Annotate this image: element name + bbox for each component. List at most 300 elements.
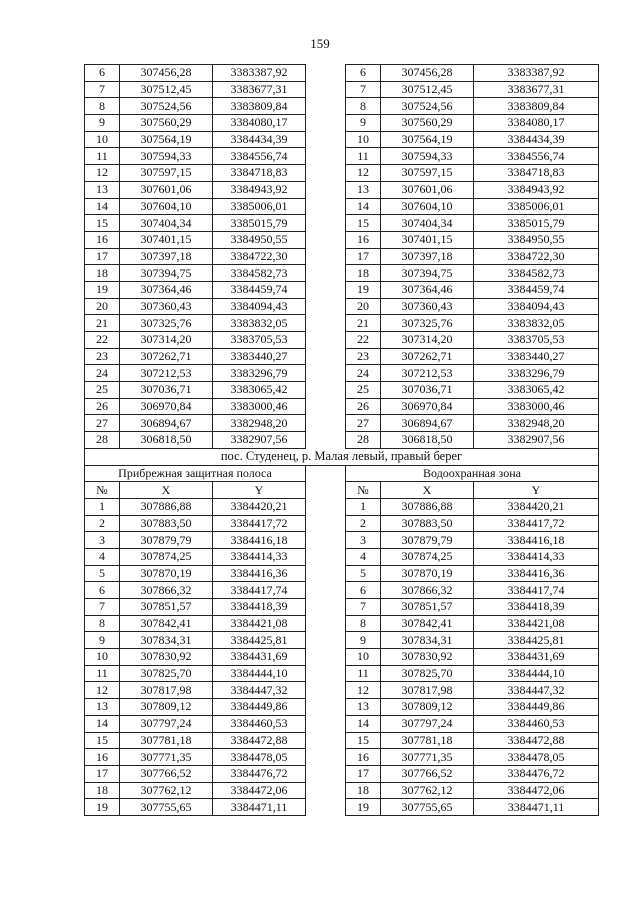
left-cell-x: 307601,06 (120, 181, 213, 198)
right-cell-number: 18 (346, 265, 381, 282)
left-cell-number: 2 (85, 515, 120, 532)
right-cell-number: 12 (346, 682, 381, 699)
left-cell-x: 307212,53 (120, 365, 213, 382)
left-cell-x: 307314,20 (120, 332, 213, 349)
section-title: пос. Студенец, р. Малая левый, правый берег (85, 448, 599, 465)
left-cell-x: 307825,70 (120, 665, 213, 682)
table-row (85, 148, 599, 165)
right-cell-y: 3382948,20 (474, 415, 599, 432)
right-cell-y: 3384472,06 (474, 782, 599, 799)
right-cell-y: 3383000,46 (474, 398, 599, 415)
left-cell-number: 12 (85, 682, 120, 699)
right-cell-x: 307594,33 (381, 148, 474, 165)
right-cell-number: 1 (346, 498, 381, 515)
section-header-block (85, 448, 599, 498)
right-cell-x: 307781,18 (381, 732, 474, 749)
left-cell-x: 307524,56 (120, 98, 213, 115)
table-row (85, 749, 599, 766)
right-cell-y: 3384449,86 (474, 699, 599, 716)
left-cell-y: 3383296,79 (213, 365, 306, 382)
right-cell-y: 3384943,92 (474, 181, 599, 198)
left-cell-x: 306818,50 (120, 432, 213, 449)
right-cell-number: 9 (346, 632, 381, 649)
left-cell-y: 3384556,74 (213, 148, 306, 165)
right-cell-x: 307212,53 (381, 365, 474, 382)
table-row (85, 699, 599, 716)
right-cell-y: 3384459,74 (474, 281, 599, 298)
left-cell-x: 307766,52 (120, 765, 213, 782)
table-row (85, 332, 599, 349)
left-cell-y: 3384431,69 (213, 649, 306, 666)
right-cell-x: 307597,15 (381, 165, 474, 182)
table-row (85, 281, 599, 298)
table-row (85, 548, 599, 565)
table-row (85, 81, 599, 98)
right-cell-x: 307397,18 (381, 248, 474, 265)
right-cell-y: 3384478,05 (474, 749, 599, 766)
left-cell-y: 3382907,56 (213, 432, 306, 449)
right-cell-number: 15 (346, 732, 381, 749)
right-cell-x: 307601,06 (381, 181, 474, 198)
table-row (85, 115, 599, 132)
left-cell-x: 307404,34 (120, 215, 213, 232)
left-cell-number: 10 (85, 131, 120, 148)
left-cell-y: 3384476,72 (213, 765, 306, 782)
left-cell-number: 6 (85, 582, 120, 599)
right-cell-x: 307809,12 (381, 699, 474, 716)
table-row (85, 632, 599, 649)
table-row (85, 248, 599, 265)
left-cell-number: 28 (85, 432, 120, 449)
table-row (85, 782, 599, 799)
right-cell-number: 2 (346, 515, 381, 532)
left-cell-number: 15 (85, 732, 120, 749)
left-cell-y: 3382948,20 (213, 415, 306, 432)
right-cell-number: 21 (346, 315, 381, 332)
table-row (85, 98, 599, 115)
right-cell-y: 3384447,32 (474, 682, 599, 699)
right-cell-number: 18 (346, 782, 381, 799)
left-cell-number: 6 (85, 65, 120, 82)
left-cell-y: 3384444,10 (213, 665, 306, 682)
right-cell-number: 16 (346, 231, 381, 248)
right-cell-number: 25 (346, 382, 381, 399)
left-cell-x: 307597,15 (120, 165, 213, 182)
left-cell-y: 3383832,05 (213, 315, 306, 332)
right-cell-y: 3383832,05 (474, 315, 599, 332)
right-cell-x: 307524,56 (381, 98, 474, 115)
table-row (85, 215, 599, 232)
right-cell-number: 14 (346, 198, 381, 215)
right-cell-x: 307512,45 (381, 81, 474, 98)
left-cell-y: 3384434,39 (213, 131, 306, 148)
left-cell-y: 3384420,21 (213, 498, 306, 515)
left-cell-number: 18 (85, 782, 120, 799)
right-cell-number: 12 (346, 165, 381, 182)
right-cell-number: 9 (346, 115, 381, 132)
table-row (85, 498, 599, 515)
right-cell-y: 3384418,39 (474, 599, 599, 616)
left-cell-y: 3384460,53 (213, 715, 306, 732)
left-cell-number: 15 (85, 215, 120, 232)
left-cell-x: 307817,98 (120, 682, 213, 699)
right-cell-y: 3384420,21 (474, 498, 599, 515)
right-cell-number: 28 (346, 432, 381, 449)
left-cell-y: 3384447,32 (213, 682, 306, 699)
left-cell-y: 3384080,17 (213, 115, 306, 132)
left-cell-x: 307870,19 (120, 565, 213, 582)
right-cell-x: 307394,75 (381, 265, 474, 282)
left-cell-number: 8 (85, 98, 120, 115)
right-cell-x: 307364,46 (381, 281, 474, 298)
left-cell-y: 3384414,33 (213, 548, 306, 565)
right-cell-number: 10 (346, 131, 381, 148)
right-cell-x: 307560,29 (381, 115, 474, 132)
right-cell-y: 3384417,74 (474, 582, 599, 599)
left-cell-x: 307755,65 (120, 799, 213, 816)
left-cell-x: 307604,10 (120, 198, 213, 215)
right-header-x: X (381, 482, 474, 499)
right-cell-y: 3384556,74 (474, 148, 599, 165)
right-cell-y: 3383387,92 (474, 65, 599, 82)
table-row (85, 165, 599, 182)
left-cell-y: 3384417,74 (213, 582, 306, 599)
right-cell-x: 307360,43 (381, 298, 474, 315)
right-cell-number: 22 (346, 332, 381, 349)
table-row (85, 315, 599, 332)
left-cell-y: 3384094,43 (213, 298, 306, 315)
left-cell-y: 3384943,92 (213, 181, 306, 198)
table-row (85, 365, 599, 382)
right-cell-number: 11 (346, 148, 381, 165)
right-cell-y: 3384417,72 (474, 515, 599, 532)
right-cell-number: 4 (346, 548, 381, 565)
table-row (85, 265, 599, 282)
left-cell-number: 7 (85, 81, 120, 98)
left-cell-number: 22 (85, 332, 120, 349)
left-cell-number: 24 (85, 365, 120, 382)
right-cell-x: 307879,79 (381, 532, 474, 549)
left-cell-y: 3384417,72 (213, 515, 306, 532)
left-cell-x: 307834,31 (120, 632, 213, 649)
right-cell-y: 3384425,81 (474, 632, 599, 649)
right-cell-y: 3383809,84 (474, 98, 599, 115)
right-cell-number: 8 (346, 615, 381, 632)
right-cell-number: 11 (346, 665, 381, 682)
left-cell-x: 307262,71 (120, 348, 213, 365)
left-cell-number: 8 (85, 615, 120, 632)
left-cell-number: 14 (85, 715, 120, 732)
left-cell-number: 20 (85, 298, 120, 315)
right-cell-y: 3383440,27 (474, 348, 599, 365)
page-number: 159 (310, 36, 330, 51)
right-cell-y: 3383705,53 (474, 332, 599, 349)
right-cell-x: 306894,67 (381, 415, 474, 432)
left-cell-x: 307809,12 (120, 699, 213, 716)
left-cell-number: 23 (85, 348, 120, 365)
right-cell-number: 17 (346, 765, 381, 782)
left-cell-number: 3 (85, 532, 120, 549)
right-cell-y: 3384431,69 (474, 649, 599, 666)
left-cell-number: 5 (85, 565, 120, 582)
right-cell-y: 3384080,17 (474, 115, 599, 132)
table-row (85, 415, 599, 432)
right-subtitle: Водоохранная зона (346, 465, 599, 482)
right-cell-number: 20 (346, 298, 381, 315)
table-row (85, 515, 599, 532)
left-cell-x: 307771,35 (120, 749, 213, 766)
right-cell-number: 26 (346, 398, 381, 415)
right-cell-number: 13 (346, 181, 381, 198)
right-cell-y: 3384476,72 (474, 765, 599, 782)
left-cell-x: 307874,25 (120, 548, 213, 565)
left-cell-number: 1 (85, 498, 120, 515)
table-row (85, 599, 599, 616)
right-cell-x: 307755,65 (381, 799, 474, 816)
right-cell-x: 307604,10 (381, 198, 474, 215)
left-cell-x: 307325,76 (120, 315, 213, 332)
right-cell-number: 19 (346, 799, 381, 816)
left-cell-y: 3384472,06 (213, 782, 306, 799)
left-cell-x: 307842,41 (120, 615, 213, 632)
left-cell-number: 9 (85, 632, 120, 649)
right-cell-y: 3384434,39 (474, 131, 599, 148)
left-cell-x: 307394,75 (120, 265, 213, 282)
left-cell-y: 3385006,01 (213, 198, 306, 215)
left-cell-x: 307401,15 (120, 231, 213, 248)
right-cell-number: 16 (346, 749, 381, 766)
table-row (85, 131, 599, 148)
left-cell-y: 3384425,81 (213, 632, 306, 649)
left-cell-y: 3383000,46 (213, 398, 306, 415)
right-cell-x: 307771,35 (381, 749, 474, 766)
right-cell-y: 3383296,79 (474, 365, 599, 382)
right-cell-number: 10 (346, 649, 381, 666)
left-cell-y: 3384718,83 (213, 165, 306, 182)
left-header-number: № (85, 482, 120, 499)
left-cell-y: 3384459,74 (213, 281, 306, 298)
left-cell-y: 3383065,42 (213, 382, 306, 399)
right-cell-x: 307036,71 (381, 382, 474, 399)
left-cell-x: 307762,12 (120, 782, 213, 799)
right-cell-number: 6 (346, 65, 381, 82)
right-cell-y: 3385006,01 (474, 198, 599, 215)
left-cell-y: 3384449,86 (213, 699, 306, 716)
left-cell-x: 307851,57 (120, 599, 213, 616)
left-cell-x: 307364,46 (120, 281, 213, 298)
left-cell-y: 3384472,88 (213, 732, 306, 749)
left-cell-x: 307594,33 (120, 148, 213, 165)
right-cell-y: 3384471,11 (474, 799, 599, 816)
table-row (85, 298, 599, 315)
table-row (85, 432, 599, 449)
right-cell-x: 307262,71 (381, 348, 474, 365)
right-cell-x: 307825,70 (381, 665, 474, 682)
table-row (85, 615, 599, 632)
right-cell-x: 307866,32 (381, 582, 474, 599)
right-cell-x: 307314,20 (381, 332, 474, 349)
right-cell-y: 3384950,55 (474, 231, 599, 248)
left-cell-y: 3384478,05 (213, 749, 306, 766)
left-cell-number: 7 (85, 599, 120, 616)
right-cell-number: 8 (346, 98, 381, 115)
right-cell-y: 3384421,08 (474, 615, 599, 632)
table-row (85, 231, 599, 248)
left-cell-number: 19 (85, 799, 120, 816)
right-cell-x: 307797,24 (381, 715, 474, 732)
left-cell-y: 3384582,73 (213, 265, 306, 282)
right-cell-number: 27 (346, 415, 381, 432)
right-header-number: № (346, 482, 381, 499)
right-cell-x: 307404,34 (381, 215, 474, 232)
left-cell-y: 3384950,55 (213, 231, 306, 248)
table-row (85, 181, 599, 198)
left-cell-y: 3384418,39 (213, 599, 306, 616)
right-cell-number: 23 (346, 348, 381, 365)
left-cell-x: 307879,79 (120, 532, 213, 549)
left-cell-number: 17 (85, 248, 120, 265)
left-cell-number: 14 (85, 198, 120, 215)
right-cell-x: 307325,76 (381, 315, 474, 332)
right-cell-x: 307886,88 (381, 498, 474, 515)
left-cell-number: 18 (85, 265, 120, 282)
table-row (85, 398, 599, 415)
left-cell-number: 16 (85, 749, 120, 766)
right-cell-x: 307830,92 (381, 649, 474, 666)
left-header-x: X (120, 482, 213, 499)
table-row (85, 682, 599, 699)
right-cell-x: 307766,52 (381, 765, 474, 782)
right-header-y: Y (474, 482, 599, 499)
right-cell-number: 7 (346, 599, 381, 616)
right-cell-number: 6 (346, 582, 381, 599)
table-row (85, 198, 599, 215)
left-cell-y: 3383440,27 (213, 348, 306, 365)
table-row (85, 382, 599, 399)
left-cell-y: 3384471,11 (213, 799, 306, 816)
table-row (85, 715, 599, 732)
right-cell-number: 3 (346, 532, 381, 549)
left-cell-x: 307564,19 (120, 131, 213, 148)
right-cell-number: 19 (346, 281, 381, 298)
right-cell-number: 15 (346, 215, 381, 232)
left-cell-number: 25 (85, 382, 120, 399)
left-cell-y: 3383387,92 (213, 65, 306, 82)
right-cell-y: 3383065,42 (474, 382, 599, 399)
left-header-y: Y (213, 482, 306, 499)
right-cell-y: 3384094,43 (474, 298, 599, 315)
coordinates-block-2 (85, 498, 599, 815)
left-cell-x: 307886,88 (120, 498, 213, 515)
right-cell-x: 307456,28 (381, 65, 474, 82)
right-cell-x: 306818,50 (381, 432, 474, 449)
right-cell-y: 3384414,33 (474, 548, 599, 565)
left-cell-number: 16 (85, 231, 120, 248)
right-cell-y: 3384444,10 (474, 665, 599, 682)
table-row (85, 65, 599, 82)
right-cell-x: 307401,15 (381, 231, 474, 248)
table-row (85, 765, 599, 782)
left-cell-number: 26 (85, 398, 120, 415)
right-cell-x: 307851,57 (381, 599, 474, 616)
right-cell-number: 5 (346, 565, 381, 582)
left-cell-x: 307512,45 (120, 81, 213, 98)
left-cell-x: 306894,67 (120, 415, 213, 432)
right-cell-number: 13 (346, 699, 381, 716)
right-cell-y: 3384460,53 (474, 715, 599, 732)
left-cell-x: 307781,18 (120, 732, 213, 749)
left-cell-number: 10 (85, 649, 120, 666)
left-cell-x: 307360,43 (120, 298, 213, 315)
right-cell-number: 7 (346, 81, 381, 98)
left-cell-y: 3383809,84 (213, 98, 306, 115)
left-cell-y: 3384722,30 (213, 248, 306, 265)
right-cell-y: 3384416,18 (474, 532, 599, 549)
right-cell-y: 3384472,88 (474, 732, 599, 749)
left-cell-y: 3384416,36 (213, 565, 306, 582)
table-row (85, 665, 599, 682)
table-row (85, 565, 599, 582)
left-subtitle: Прибрежная защитная полоса (85, 465, 306, 482)
left-cell-x: 307866,32 (120, 582, 213, 599)
table-row (85, 649, 599, 666)
right-cell-x: 307874,25 (381, 548, 474, 565)
left-cell-number: 12 (85, 165, 120, 182)
table-row (85, 532, 599, 549)
left-cell-x: 307397,18 (120, 248, 213, 265)
left-cell-y: 3385015,79 (213, 215, 306, 232)
right-cell-y: 3385015,79 (474, 215, 599, 232)
left-cell-y: 3383677,31 (213, 81, 306, 98)
right-cell-y: 3384582,73 (474, 265, 599, 282)
left-cell-x: 306970,84 (120, 398, 213, 415)
right-cell-x: 306970,84 (381, 398, 474, 415)
left-cell-number: 9 (85, 115, 120, 132)
left-cell-x: 307036,71 (120, 382, 213, 399)
left-cell-number: 19 (85, 281, 120, 298)
left-cell-number: 4 (85, 548, 120, 565)
right-cell-number: 17 (346, 248, 381, 265)
left-cell-number: 11 (85, 148, 120, 165)
right-cell-y: 3384718,83 (474, 165, 599, 182)
left-cell-number: 27 (85, 415, 120, 432)
right-cell-number: 14 (346, 715, 381, 732)
left-cell-x: 307830,92 (120, 649, 213, 666)
right-cell-x: 307817,98 (381, 682, 474, 699)
left-cell-x: 307797,24 (120, 715, 213, 732)
table-row (85, 732, 599, 749)
table-row (85, 582, 599, 599)
left-cell-y: 3384421,08 (213, 615, 306, 632)
right-cell-y: 3383677,31 (474, 81, 599, 98)
left-cell-number: 17 (85, 765, 120, 782)
left-cell-number: 13 (85, 181, 120, 198)
left-cell-number: 21 (85, 315, 120, 332)
right-cell-x: 307842,41 (381, 615, 474, 632)
left-cell-y: 3383705,53 (213, 332, 306, 349)
right-cell-x: 307762,12 (381, 782, 474, 799)
right-cell-x: 307834,31 (381, 632, 474, 649)
table-row (85, 348, 599, 365)
right-cell-y: 3382907,56 (474, 432, 599, 449)
left-cell-x: 307456,28 (120, 65, 213, 82)
right-cell-y: 3384722,30 (474, 248, 599, 265)
coordinates-block-1 (85, 65, 599, 449)
left-cell-number: 13 (85, 699, 120, 716)
table-row (85, 799, 599, 816)
left-cell-y: 3384416,18 (213, 532, 306, 549)
left-cell-number: 11 (85, 665, 120, 682)
